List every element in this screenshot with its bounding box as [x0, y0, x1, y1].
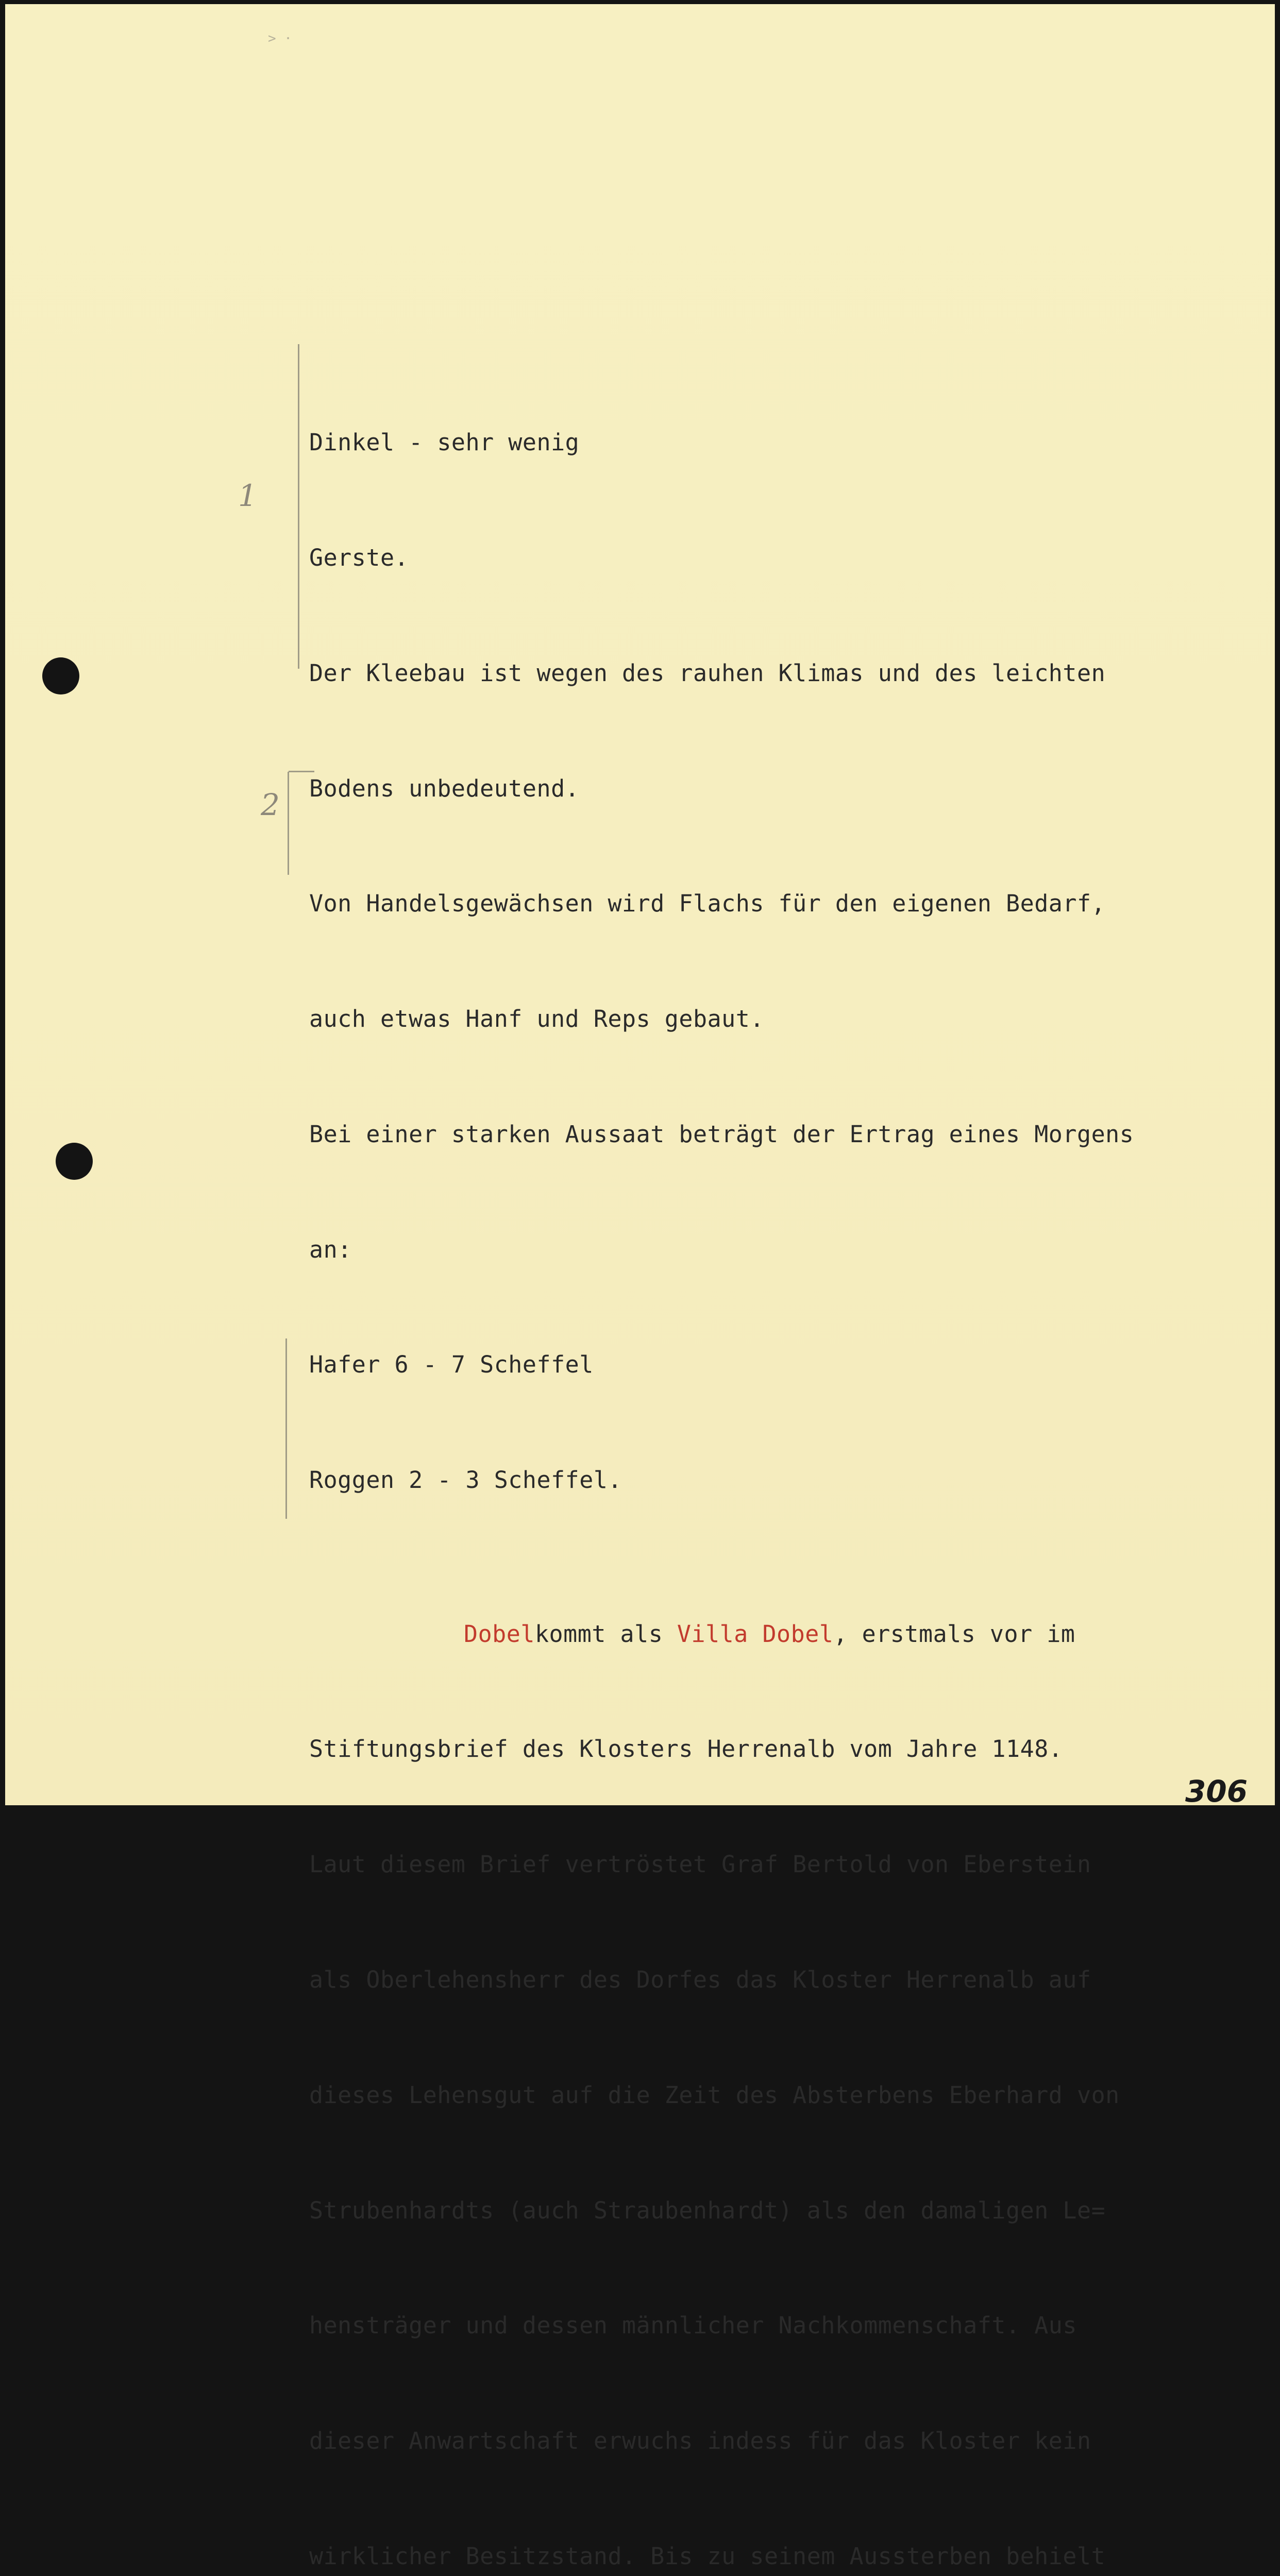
pencil-margin-line	[285, 1338, 287, 1519]
punch-hole	[42, 657, 79, 694]
text-line: Strubenhardts (auch Straubenhardt) als den damaligen Le=	[309, 2196, 1106, 2224]
text-line: Dinkel - sehr wenig	[309, 429, 580, 456]
text-line: dieser Anwartschaft erwuchs indess für das Kloster kein	[309, 2427, 1091, 2455]
text-line: wirklicher Besitzstand. Bis zu seinem Aussterben behielt	[309, 2542, 1106, 2570]
text-line: Bodens unbedeutend.	[309, 774, 580, 802]
corner-mark: > ·	[268, 31, 292, 46]
text-fragment: kommt als	[534, 1620, 677, 1648]
text-line: Bei einer starken Aussaat beträgt der Ertrag eines Morgens	[309, 1120, 1134, 1148]
red-typed-word: Dobel	[464, 1620, 535, 1648]
pencil-margin-line	[288, 772, 289, 875]
text-line: Gerste.	[309, 544, 409, 571]
text-line: dieses Lehensgut auf die Zeit des Absterbens Eberhard von	[309, 2081, 1120, 2109]
text-line: Der Kleebau ist wegen des rauhen Klimas und des leichten	[309, 659, 1106, 687]
text-line: Hafer 6 - 7 Scheffel	[309, 1351, 594, 1379]
text-line: hensträger und dessen männlicher Nachkommenschaft. Aus	[309, 2312, 1077, 2340]
paragraph-start-line	[309, 1615, 1278, 1654]
document-page	[5, 4, 1275, 2570]
text-line: auch etwas Hanf und Reps gebaut.	[309, 1005, 764, 1033]
text-line: Laut diesem Brief vertröstet Graf Bertold von Eberstein	[309, 1851, 1091, 1878]
text-line: Stiftungsbrief des Klosters Herrenalb vom Jahre 1148.	[309, 1735, 1063, 1763]
pencil-margin-line	[298, 344, 299, 669]
margin-number: 2	[261, 787, 280, 822]
punch-hole	[56, 1143, 93, 1180]
text-line: Von Handelsgewächsen wird Flachs für den eigenen Bedarf,	[309, 890, 1106, 918]
red-typed-word: Villa Dobel	[677, 1620, 834, 1648]
text-fragment: , erstmals vor im	[833, 1620, 1075, 1648]
text-line: als Oberlehensherr des Dorfes das Kloster Herrenalb auf	[309, 1965, 1091, 1993]
text-line: Roggen 2 - 3 Scheffel.	[309, 1466, 622, 1494]
margin-number: 1	[238, 478, 257, 513]
text-line: an:	[309, 1235, 352, 1263]
typed-text-body	[309, 347, 1278, 2576]
page-number: 306	[1185, 1774, 1248, 1809]
